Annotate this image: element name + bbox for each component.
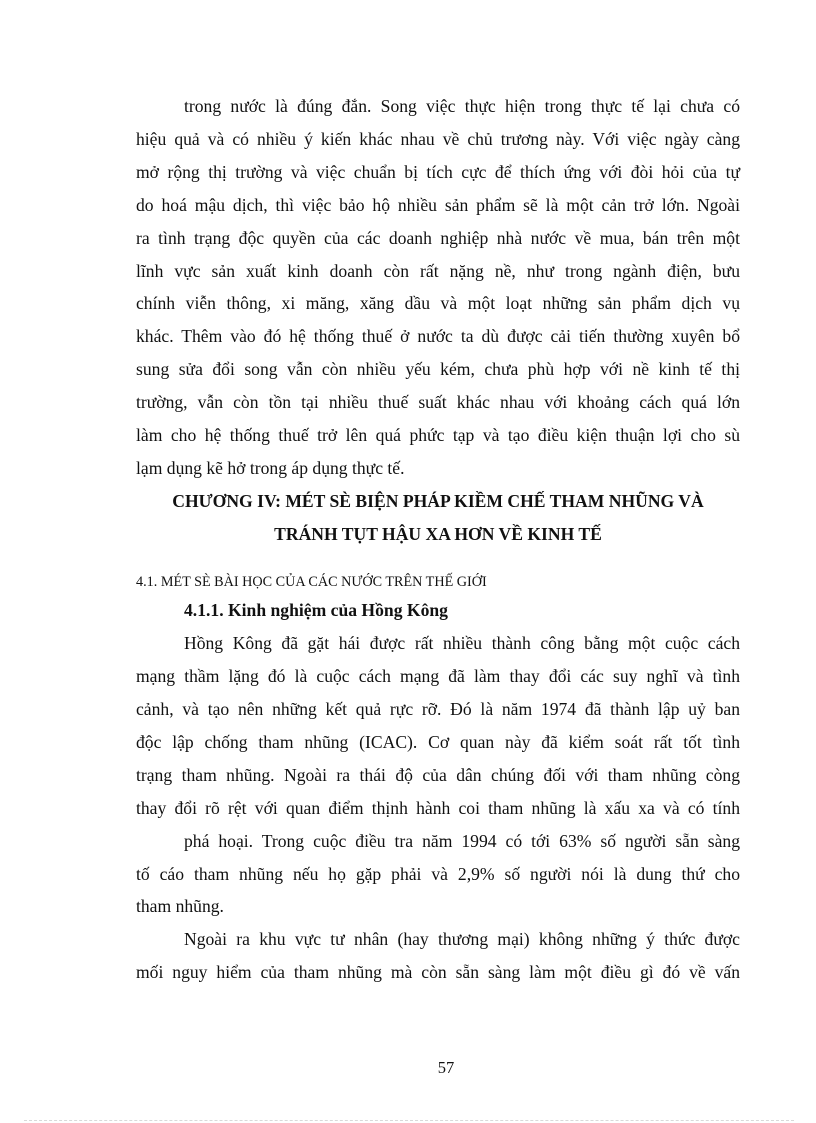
paragraph-hongkong-line: độc lập chống tham nhũng (ICAC). Cơ quan này đã kiểm soát rất tốt tình [136,732,740,752]
paragraph-hongkong-line: trạng tham nhũng. Ngoài ra thái độ của dân chúng đối với tham nhũng còng [136,765,740,785]
paragraph-intro-line: khác. Thêm vào đó hệ thống thuế ở nước ta dù được cải tiến thường xuyên bổ [136,326,740,346]
section-heading: 4.1. MÉT SÈ BÀI HỌC CỦA CÁC NƯỚC TRÊN THẾ GIỚI [136,574,487,590]
paragraph-intro-line: trong nước là đúng đắn. Song việc thực hiện trong thực tế lại chưa có [184,96,740,116]
paragraph-intro-line: ra tình trạng độc quyền của các doanh nghiệp nhà nước về mua, bán trên một [136,228,740,248]
paragraph-intro-line: sung sửa đổi song vẫn còn nhiều yếu kém, chưa phù hợp với nề kinh tế thị [136,359,740,379]
paragraph-hongkong-line: mạng thầm lặng đó là cuộc cách mạng đã làm thay đổi các suy nghĩ và tình [136,666,740,686]
paragraph-intro-line: hiệu quả và có nhiều ý kiến khác nhau về chủ trương này. Với việc ngày càng [136,129,740,149]
paragraph-intro-line: mở rộng thị trường và việc chuẩn bị tích cực để thích ứng với đòi hỏi của tự [136,162,740,182]
paragraph-survey-line: tố cáo tham nhũng nếu họ gặp phải và 2,9% số người nói là dung thứ cho [136,864,740,884]
paragraph-survey-line: phá hoại. Trong cuộc điều tra năm 1994 có tới 63% số người sẵn sàng [184,831,740,851]
subsection-heading: 4.1.1. Kinh nghiệm của Hồng Kông [184,600,448,620]
chapter-title: CHƯƠNG IV: MÉT SÈ BIỆN PHÁP KIỀM CHẾ THAM NHŨNG VÀ [172,491,704,511]
paragraph-survey-line: tham nhũng. [136,896,224,916]
paragraph-intro-line: lĩnh vực sản xuất kinh doanh còn rất nặng nề, như trong ngành điện, bưu [136,261,740,281]
paragraph-hongkong-line: thay đổi rõ rệt với quan điểm thịnh hành coi tham nhũng là xấu xa và có tính [136,798,740,818]
paragraph-intro-line: do hoá mậu dịch, thì việc bảo hộ nhiều sản phẩm sẽ là một cản trở lớn. Ngoài [136,195,740,215]
paragraph-intro-line: lạm dụng kẽ hở trong áp dụng thực tế. [136,458,405,478]
page-number: 57 [437,1058,455,1077]
paragraph-hongkong-line: Hồng Kông đã gặt hái được rất nhiều thành công bằng một cuộc cách [184,633,740,653]
paragraph-private-line: Ngoài ra khu vực tư nhân (hay thương mại) không những ý thức được [184,929,740,949]
paragraph-private-line: mối nguy hiểm của tham nhũng mà còn sẵn sàng làm một điều gì đó về vấn [136,962,740,982]
paragraph-intro-line: làm cho hệ thống thuế trở lên quá phức tạp và tạo điều kiện thuận lợi cho sù [136,425,740,445]
page-bottom-divider [24,1120,794,1121]
paragraph-hongkong-line: cảnh, và tạo nên những kết quả rực rỡ. Đó là năm 1974 đã thành lập uỷ ban [136,699,740,719]
paragraph-intro-line: trường, vẫn còn tồn tại nhiều thuế suất khác nhau với khoảng cách quá lớn [136,392,740,412]
chapter-title: TRÁNH TỤT HẬU XA HƠN VỀ KINH TẾ [274,524,602,544]
paragraph-intro-line: chính viễn thông, xi măng, xăng dầu và một loạt những sản phẩm dịch vụ [136,293,740,313]
